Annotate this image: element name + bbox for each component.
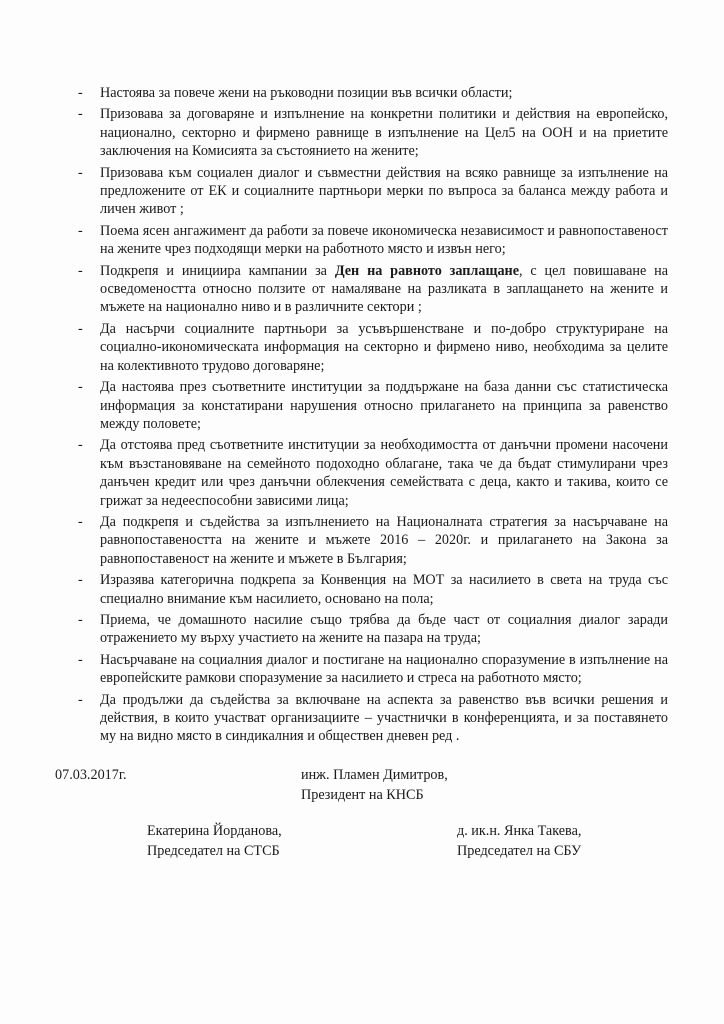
- right-signatory-title: Председател на СБУ: [457, 843, 582, 859]
- list-item: [78, 222, 668, 259]
- list-item: [78, 651, 668, 688]
- equal-pay-day-emphasis: Ден на равното заплащане: [334, 262, 520, 279]
- bullet-dash: -: [78, 85, 83, 101]
- bullet-dash: -: [78, 572, 83, 589]
- item-text: Призовава за договаряне и изпълнение на конкретни политики и действия на европейско, национално, секторно и фирмено равнище в изпълнение на Цел5 на ООН и на приетите заключения на Комисията за състоянието на жените;: [100, 106, 668, 160]
- document-date: 07.03.2017г.: [55, 767, 127, 783]
- resolution-list: [78, 84, 668, 749]
- item-text-before: Подкрепя и инициира кампании за: [100, 262, 335, 279]
- item-text: Призовава към социален диалог и съвместни действия на всяко равнище за изпълнение на предложените от ЕК и социалните партньори мерки по въпроса за баланса между работа и личен живот ;: [100, 164, 668, 218]
- main-signatory-title: Президент на КНСБ: [301, 787, 424, 803]
- bullet-dash: -: [78, 262, 83, 279]
- item-text: Настоява за повече жени на ръководни позиции във всички области;: [100, 85, 513, 101]
- bullet-dash: -: [78, 513, 83, 530]
- item-text: Да настоява през съответните институции за поддържане на база данни със статистическа информация за констатирани нарушения относно прилагането на принципа за равенство между половете;: [100, 379, 668, 432]
- bullet-dash: -: [78, 320, 83, 337]
- bullet-dash: -: [78, 106, 83, 123]
- list-item: [78, 105, 668, 160]
- list-item: [78, 513, 668, 568]
- list-item: [78, 691, 668, 746]
- left-signatory-title: Председател на СТСБ: [147, 843, 280, 859]
- item-text: Да насърчи социалните партньори за усъвършенстване и по-добро структуриране на социално-икономическата информация на секторно и фирмено ниво, необходима за целите на колективното трудово договаряне;: [100, 320, 668, 374]
- list-item: [78, 571, 668, 608]
- bullet-dash: -: [78, 611, 83, 628]
- bullet-dash: -: [78, 164, 83, 181]
- right-signatory-name: д. ик.н. Янка Такева,: [457, 823, 582, 839]
- item-text: Да подкрепя и съдейства за изпълнението на Националната стратегия за насърчаване на равнопоставеността на жените и мъжете 2016 – 2020г. и прилагането на Закона за равнопоставеност на жените и мъжете в България;: [100, 513, 668, 567]
- item-text: Изразява категорична подкрепа за Конвенция на МОТ за насилието в света на труда със специално внимание към насилието, основано на пола;: [100, 572, 668, 607]
- main-signatory-name: инж. Пламен Димитров,: [301, 767, 448, 783]
- list-item: [78, 164, 668, 219]
- list-item: [78, 378, 668, 433]
- list-item: [78, 320, 668, 375]
- item-text: Насърчаване на социалния диалог и постигане на национално споразумение в изпълнение на европейските рамкови споразумение за насилието и стреса на работното място;: [100, 651, 668, 687]
- bullet-dash: -: [78, 651, 83, 668]
- list-item: [78, 262, 668, 317]
- bullet-dash: -: [78, 222, 83, 239]
- item-text: Приема, че домашното насилие също трябва да бъде част от социалния диалог заради отражението му върху участието на жените на пазара на труда;: [100, 611, 668, 647]
- list-item: [78, 436, 668, 510]
- list-item: [78, 611, 668, 648]
- list-item: [78, 84, 668, 102]
- bullet-dash: -: [78, 437, 83, 454]
- left-signatory-name: Екатерина Йорданова,: [147, 823, 282, 839]
- item-text: Поема ясен ангажимент да работи за повече икономическа независимост и равнопоставеност на жените чрез подходящи мерки на работното място и извън него;: [100, 222, 668, 258]
- bullet-dash: -: [78, 379, 83, 396]
- bullet-dash: -: [78, 691, 83, 708]
- item-text: Да отстоява пред съответните институции за необходимостта от данъчни промени насочени към възстановяване на семейното подоходно облагане, така че да бъдат стимулирани чрез данъчен кредит или чрез данъчни облекчения семействата с деца, както и такива, които се грижат за недееспособни зависими лица;: [100, 437, 668, 509]
- item-text: Да продължи да съдейства за включване на аспекта за равенство във всички решения и действия, в които участват организациите – участнички в конференцията, и за поставянето му на видно място в синдикалния и обществен дневен ред .: [100, 691, 668, 745]
- item-text-after: , с цел повишаване на осведомеността относно ползите от намаляване на разликата в заплащането на жените и мъжете на национално ниво и в различните сектори ;: [100, 262, 668, 316]
